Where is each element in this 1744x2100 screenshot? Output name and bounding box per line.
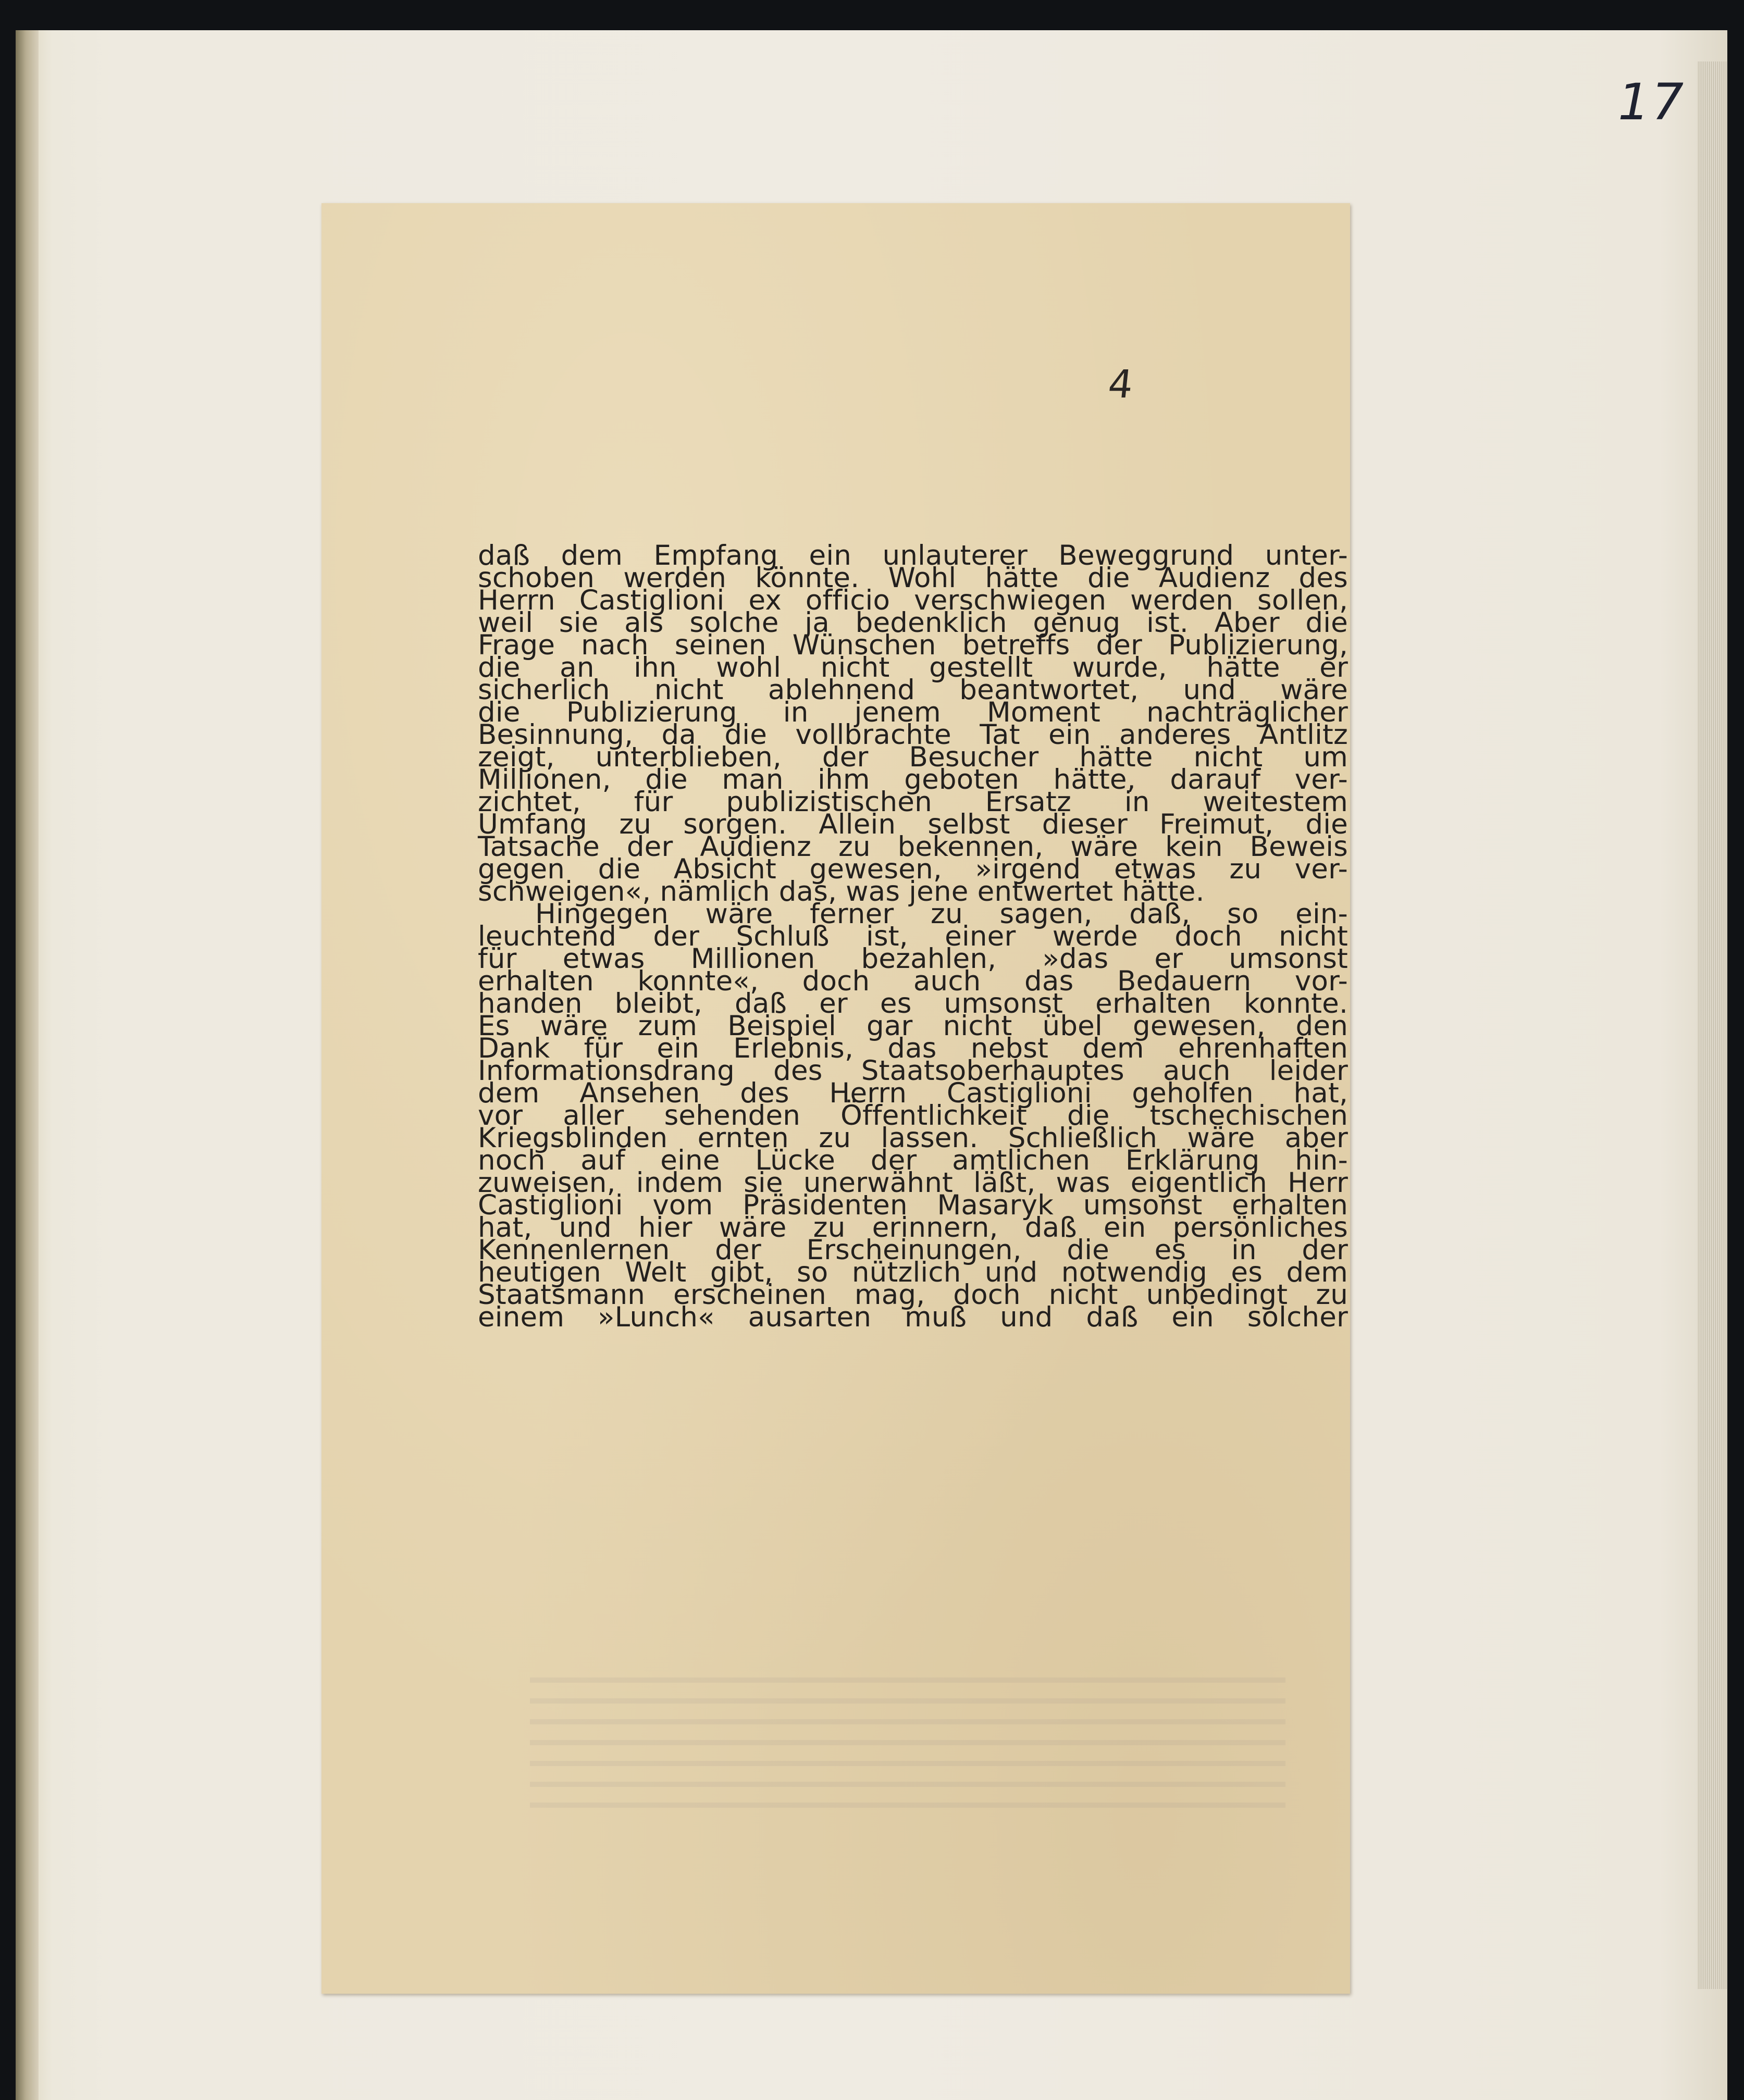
text-line: handen bleibt, daß er es umsonst erhalten konnte. (478, 988, 1348, 1020)
text-line: einem »Lunch« ausarten muß und daß ein solcher (478, 1301, 1348, 1333)
text-line: sicherlich nicht ablehnend beantwortet, und wäre (478, 674, 1348, 706)
text-line: Besinnung, da die vollbrachte Tat ein anderes Antlitz (478, 719, 1348, 751)
text-line: dem Ansehen des Herrn Castiglioni geholfen hat, (478, 1077, 1348, 1109)
text-line: zeigt, unterblieben, der Besucher hätte nicht um (478, 741, 1348, 773)
text-line: gegen die Absicht gewesen, »irgend etwas zu ver- (478, 853, 1348, 885)
text-line: zuweisen, indem sie unerwähnt läßt, was eigentlich Herr (478, 1167, 1348, 1199)
text-line: für etwas Millionen bezahlen, »das er umsonst (478, 943, 1348, 975)
text-line: hat, und hier wäre zu erinnern, daß ein persönliches (478, 1212, 1348, 1244)
text-line: heutigen Welt gibt, so nützlich und notwendig es dem (478, 1257, 1348, 1288)
clipping-text (478, 540, 1348, 1333)
text-line: Kennenlernen der Erscheinungen, die es in der (478, 1234, 1348, 1266)
text-line: Frage nach seinen Wünschen betreffs der Publizierung, (478, 629, 1348, 661)
text-line: Castiglioni vom Präsidenten Masaryk umsonst erhalten (478, 1189, 1348, 1221)
newspaper-clipping (321, 203, 1350, 1994)
text-line: noch auf eine Lücke der amtlichen Erklärung hin- (478, 1145, 1348, 1176)
text-line: Herrn Castiglioni ex officio verschwiegen werden sollen, (478, 585, 1348, 616)
page-edges (1697, 61, 1727, 1989)
text-line: Tatsache der Audienz zu bekennen, wäre kein Beweis (478, 831, 1348, 863)
text-line: Hingegen wäre ferner zu sagen, daß, so ein- (535, 898, 1348, 930)
bleed-through-texture (530, 1662, 1285, 1818)
text-line: Es wäre zum Beispiel gar nicht übel gewesen, den (478, 1010, 1348, 1042)
text-line: schoben werden könnte. Wohl hätte die Audienz des (478, 562, 1348, 594)
text-line: Umfang zu sorgen. Allein selbst dieser Freimut, die (478, 809, 1348, 840)
text-line: schweigen«, nämlich das, was jene entwertet hätte. (478, 876, 1205, 908)
text-line: weil sie als solche ja bedenklich genug ist. Aber die (478, 607, 1348, 639)
text-line: Millionen, die man ihm geboten hätte, darauf ver- (478, 764, 1348, 796)
text-line: leuchtend der Schluß ist, einer werde doch nicht (478, 921, 1348, 952)
text-line: zichtet, für publizistischen Ersatz in weitestem (478, 786, 1348, 818)
handwritten-mark: 4 (1106, 362, 1135, 407)
text-line: Informationsdrang des Staatsoberhauptes auch leider (478, 1055, 1348, 1087)
text-line: die an ihn wohl nicht gestellt wurde, hätte er (478, 652, 1348, 684)
book-binding (16, 30, 39, 2100)
text-line: Staatsmann erscheinen mag, doch nicht unbedingt zu (478, 1279, 1348, 1311)
text-line: daß dem Empfang ein unlauterer Beweggrund unter- (478, 540, 1348, 571)
text-line: Kriegsblinden ernten zu lassen. Schließlich wäre aber (478, 1122, 1348, 1154)
text-line: vor aller sehenden Öffentlichkeit die tschechischen (478, 1100, 1348, 1132)
text-line: die Publizierung in jenem Moment nachträglicher (478, 697, 1348, 728)
page-number: 17 (1618, 73, 1686, 131)
text-line: erhalten konnte«, doch auch das Bedauern vor- (478, 965, 1348, 997)
text-line: Dank für ein Erlebnis, das nebst dem ehrenhaften (478, 1033, 1348, 1064)
